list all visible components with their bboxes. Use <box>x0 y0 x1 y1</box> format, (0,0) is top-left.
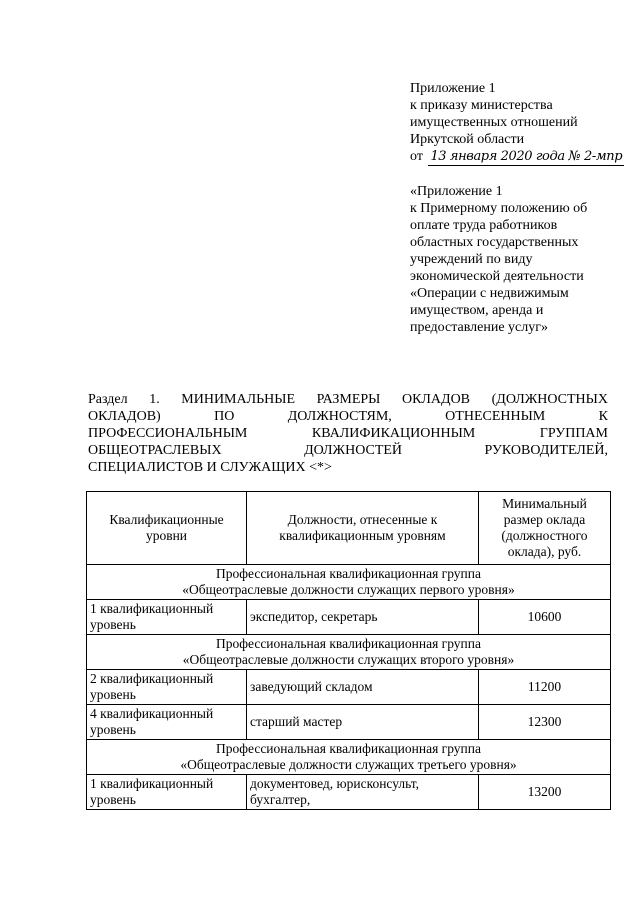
group-row <box>87 565 611 600</box>
cell-salary: 12300 <box>479 705 611 740</box>
group-title-line: Профессиональная квалификационная группа <box>216 636 481 651</box>
cell-salary: 11200 <box>479 670 611 705</box>
cell-salary: 10600 <box>479 600 611 635</box>
group-title <box>87 565 611 600</box>
group-row <box>87 740 611 775</box>
cell-positions: экспедитор, секретарь <box>247 600 479 635</box>
cell-level: 2 квалификационный уровень <box>87 670 247 705</box>
appendix-order-line: Приложение 1 <box>410 81 496 96</box>
appendix-order-line: к приказу министерства <box>410 98 553 113</box>
section-title-line: СПЕЦИАЛИСТОВ И СЛУЖАЩИХ <*> <box>88 460 332 475</box>
group-title-line: Профессиональная квалификационная группа <box>216 741 481 756</box>
date-prefix: от <box>410 149 423 164</box>
cell-level: 1 квалификационный уровень <box>87 600 247 635</box>
cell-salary: 13200 <box>479 775 611 810</box>
cell-positions: документовед, юрисконсульт, бухгалтер, <box>247 775 479 810</box>
header-salary: Минимальный размер оклада (должностного оклада), руб. <box>479 492 611 565</box>
section-title-line: Раздел 1. МИНИМАЛЬНЫЕ РАЗМЕРЫ ОКЛАДОВ (ДОЛЖНОСТНЫХ <box>88 392 608 407</box>
group-title <box>87 635 611 670</box>
group-row <box>87 635 611 670</box>
cell-level: 1 квалификационный уровень <box>87 775 247 810</box>
appendix-regulation-line: оплате труда работников <box>410 218 558 233</box>
group-title-line: «Общеотраслевые должности служащих второго уровня» <box>182 652 515 667</box>
handwritten-date: 13 января 2020 года № 2-мпр <box>430 149 623 164</box>
appendix-order-line: имущественных отношений <box>410 115 578 130</box>
appendix-regulation-line: областных государственных <box>410 235 579 250</box>
appendix-regulation-block <box>410 183 632 336</box>
group-title-line: «Общеотраслевые должности служащих первого уровня» <box>182 582 515 597</box>
appendix-order-block <box>410 80 632 166</box>
cell-level: 4 квалификационный уровень <box>87 705 247 740</box>
appendix-regulation-line: экономической деятельности <box>410 269 584 284</box>
table-header-row <box>87 492 611 565</box>
group-title <box>87 740 611 775</box>
header-positions: Должности, отнесенные к квалификационным уровням <box>247 492 479 565</box>
header-levels: Квалификационные уровни <box>87 492 247 565</box>
salary-table <box>86 491 611 810</box>
section-title-line: ОБЩЕОТРАСЛЕВЫХ ДОЛЖНОСТЕЙ РУКОВОДИТЕЛЕЙ, <box>88 443 608 458</box>
appendix-regulation-line: «Операции с недвижимым <box>410 286 569 301</box>
cell-positions: старший мастер <box>247 705 479 740</box>
group-title-line: «Общеотраслевые должности служащих третьего уровня» <box>180 757 517 772</box>
appendix-regulation-line: к Примерному положению об <box>410 201 588 216</box>
group-title-line: Профессиональная квалификационная группа <box>216 566 481 581</box>
appendix-order-line: Иркутской области <box>410 132 525 147</box>
cell-positions: заведующий складом <box>247 670 479 705</box>
section-title-line: ОКЛАДОВ) ПО ДОЛЖНОСТЯМ, ОТНЕСЕННЫМ К <box>88 409 608 424</box>
appendix-regulation-line: предоставление услуг» <box>410 320 548 335</box>
table-row <box>87 600 611 635</box>
appendix-regulation-line: имуществом, аренда и <box>410 303 544 318</box>
table-row <box>87 775 611 810</box>
appendix-regulation-line: «Приложение 1 <box>410 184 503 199</box>
section-title-line: ПРОФЕССИОНАЛЬНЫМ КВАЛИФИКАЦИОННЫМ ГРУППАМ <box>88 426 608 441</box>
section-title <box>88 391 608 476</box>
table-row <box>87 705 611 740</box>
appendix-regulation-line: учреждений по виду <box>410 252 533 267</box>
order-date-line <box>410 148 632 166</box>
table-row <box>87 670 611 705</box>
